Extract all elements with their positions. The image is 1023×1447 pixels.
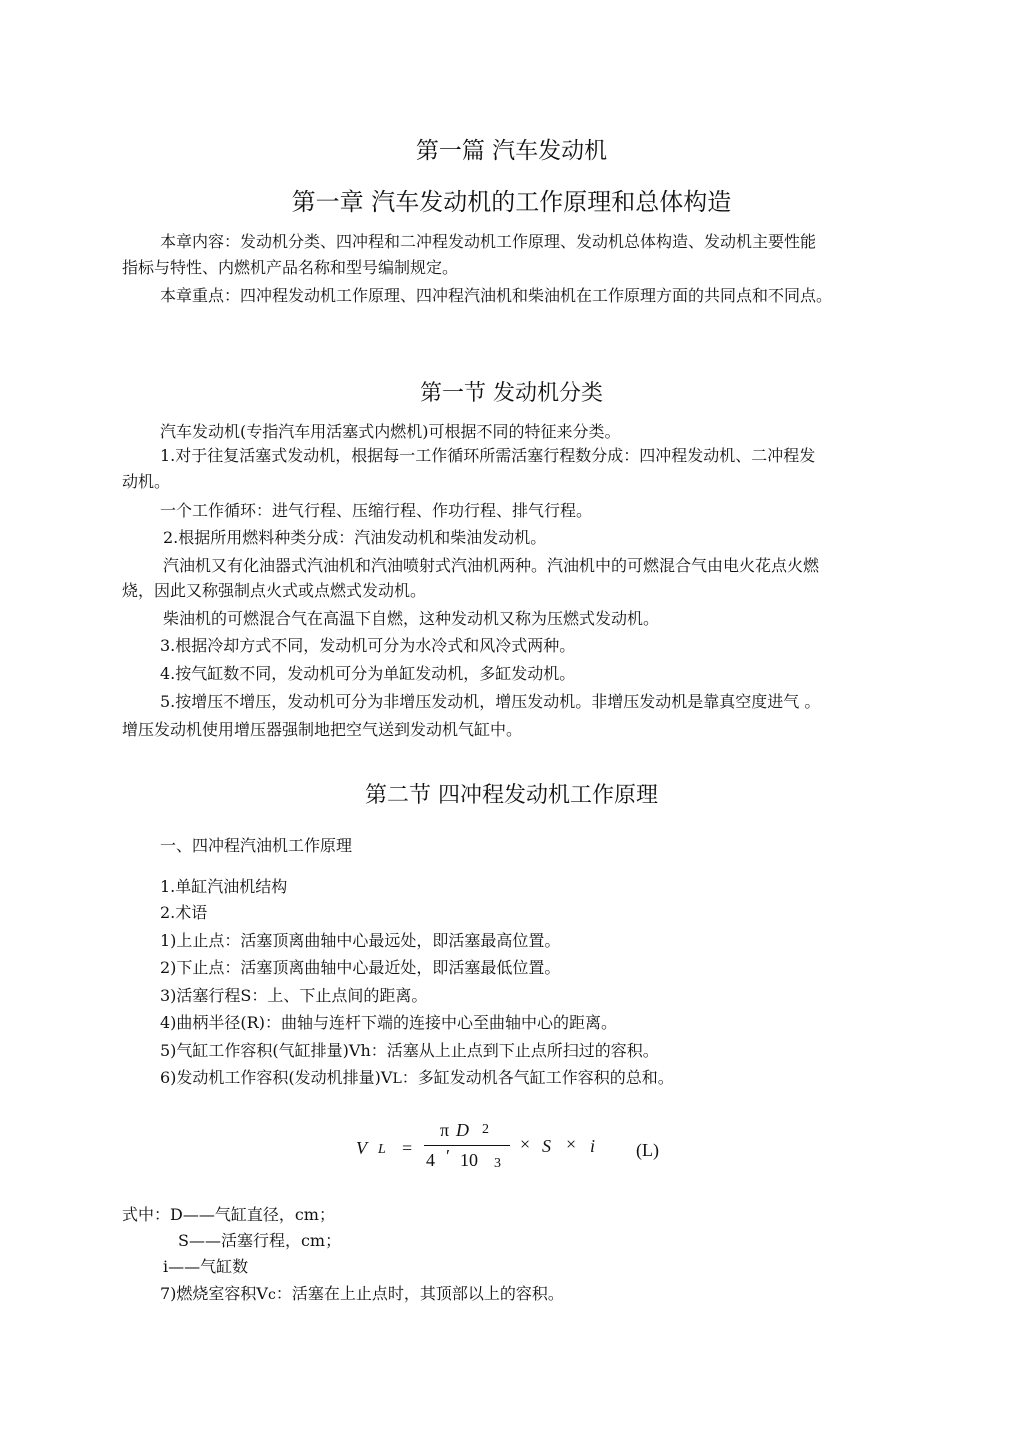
section-2-item-2: 2.术语 xyxy=(160,903,208,922)
term-engine-displacement-subscript: L xyxy=(392,1071,402,1087)
term-piston-stroke: 3)活塞行程S：上、下止点间的距离。 xyxy=(160,986,428,1005)
term-engine-displacement-prefix: 6)发动机工作容积(发动机排量)V xyxy=(160,1068,393,1087)
formula-s: S xyxy=(542,1136,551,1156)
section-1-paragraph-5-line-2: 烧，因此又称强制点火式或点燃式发动机。 xyxy=(122,581,427,600)
chapter-title: 第一章 汽车发动机的工作原理和总体构造 xyxy=(291,188,732,216)
chapter-content-line-2: 指标与特性、内燃机产品名称和型号编制规定。 xyxy=(122,258,459,277)
formula-v: V xyxy=(356,1138,367,1158)
chapter-content-line-1: 本章内容：发动机分类、四冲程和二冲程发动机工作原理、发动机总体构造、发动机主要性能 xyxy=(160,232,817,251)
section-1-paragraph-9-line-1: 5.按增压不增压，发动机可分为非增压发动机，增压发动机。非增压发动机是靠真空度进气 。 xyxy=(160,692,821,711)
section-1-title: 第一节 发动机分类 xyxy=(420,381,603,406)
section-1-paragraph-5-line-1: 汽油机又有化油器式汽油机和汽油喷射式汽油机两种。汽油机中的可燃混合气由电火花点火燃 xyxy=(163,556,820,575)
formula-den-4: 4 xyxy=(426,1150,435,1170)
formula-pi: π xyxy=(440,1120,450,1140)
displacement-formula xyxy=(350,1116,680,1176)
formula-den-10: 10 xyxy=(460,1150,478,1170)
term-cylinder-volume: 5)气缸工作容积(气缸排量)Vh：活塞从上止点到下止点所扫过的容积。 xyxy=(160,1041,659,1060)
term-combustion-chamber-prefix: 7)燃烧室容积V xyxy=(160,1284,268,1303)
section-1-paragraph-2-line-1: 1.对于往复活塞式发动机，根据每一工作循环所需活塞行程数分成：四冲程发动机、二冲程发 xyxy=(160,446,816,465)
part-title: 第一篇 汽车发动机 xyxy=(415,138,608,164)
term-combustion-chamber xyxy=(160,1284,564,1305)
section-2-subheading: 一、四冲程汽油机工作原理 xyxy=(160,836,353,855)
formula-equals: = xyxy=(402,1138,413,1158)
formula-times-2: × xyxy=(566,1134,577,1154)
formula-d-exponent: 2 xyxy=(482,1122,489,1137)
term-crank-radius: 4)曲柄半径(R)：曲轴与连杆下端的连接中心至曲轴中心的距离。 xyxy=(160,1013,617,1032)
formula-v-subscript: L xyxy=(378,1142,386,1157)
where-stroke: S——活塞行程，cm； xyxy=(178,1231,342,1250)
term-engine-displacement xyxy=(160,1068,674,1089)
formula-den-exponent: 3 xyxy=(494,1156,501,1171)
term-top-dead-center: 1)上止点：活塞顶离曲轴中心最远处，即活塞最高位置。 xyxy=(160,931,561,950)
formula-den-times: ′ xyxy=(446,1146,450,1166)
formula-i: i xyxy=(590,1136,596,1156)
where-cylinders: i——气缸数 xyxy=(163,1257,249,1276)
section-1-paragraph-9-line-2: 增压发动机使用增压器强制地把空气送到发动机气缸中。 xyxy=(122,720,523,739)
term-engine-displacement-suffix: ：多缸发动机各气缸工作容积的总和。 xyxy=(401,1068,674,1087)
term-combustion-chamber-suffix: ：活塞在上止点时，其顶部以上的容积。 xyxy=(275,1284,564,1303)
where-diameter: 式中：D——气缸直径，cm； xyxy=(122,1205,335,1224)
section-1-paragraph-7: 3.根据冷却方式不同，发动机可分为水冷式和风冷式两种。 xyxy=(160,636,576,655)
fraction-bar xyxy=(424,1145,510,1146)
section-2-title: 第二节 四冲程发动机工作原理 xyxy=(365,783,658,808)
section-1-paragraph-4: 2.根据所用燃料种类分成：汽油发动机和柴油发动机。 xyxy=(163,528,547,547)
term-combustion-chamber-subscript: c xyxy=(267,1287,276,1303)
formula-unit: (L) xyxy=(636,1140,659,1160)
formula-times-1: × xyxy=(520,1134,531,1154)
section-1-paragraph-6: 柴油机的可燃混合气在高温下自燃，这种发动机又称为压燃式发动机。 xyxy=(163,609,660,628)
term-bottom-dead-center: 2)下止点：活塞顶离曲轴中心最近处，即活塞最低位置。 xyxy=(160,958,561,977)
chapter-focus: 本章重点：四冲程发动机工作原理、四冲程汽油机和柴油机在工作原理方面的共同点和不同点。 xyxy=(160,286,833,305)
formula-d: D xyxy=(456,1120,469,1140)
section-1-paragraph-3: 一个工作循环：进气行程、压缩行程、作功行程、排气行程。 xyxy=(160,501,593,520)
section-1-paragraph-2-line-2: 动机。 xyxy=(122,472,171,491)
section-1-paragraph-8: 4.按气缸数不同，发动机可分为单缸发动机，多缸发动机。 xyxy=(160,664,576,683)
section-2-item-1: 1.单缸汽油机结构 xyxy=(160,877,288,896)
section-1-paragraph-1: 汽车发动机(专指汽车用活塞式内燃机)可根据不同的特征来分类。 xyxy=(160,422,621,441)
